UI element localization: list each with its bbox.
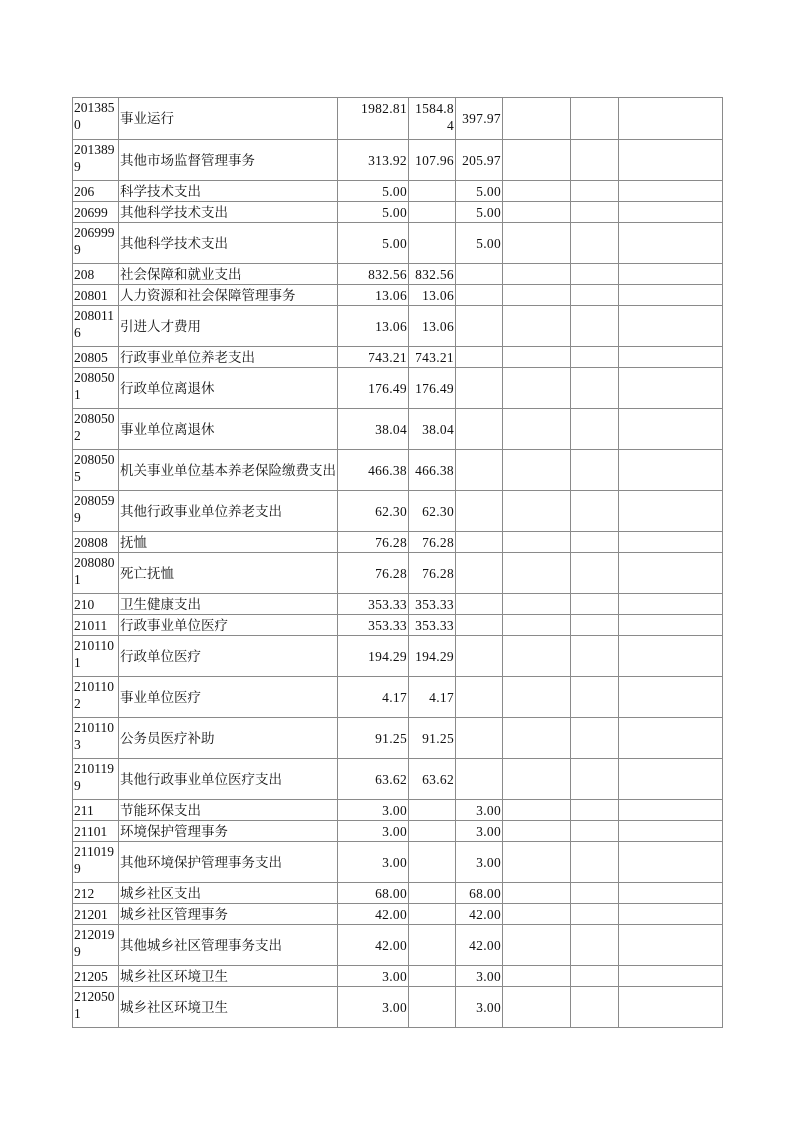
name-cell: 城乡社区环境卫生 (119, 987, 338, 1028)
basic-expenditure-cell: 13.06 (409, 285, 456, 306)
total-cell: 3.00 (338, 987, 409, 1028)
basic-expenditure-cell: 4.17 (409, 677, 456, 718)
empty-cell (571, 925, 619, 966)
code-cell: 20808 (73, 532, 119, 553)
name-cell: 城乡社区环境卫生 (119, 966, 338, 987)
basic-expenditure-cell (409, 904, 456, 925)
empty-cell (503, 140, 571, 181)
code-cell: 21011 (73, 615, 119, 636)
empty-cell (503, 842, 571, 883)
name-cell: 其他市场监督管理事务 (119, 140, 338, 181)
budget-expenditure-table (72, 97, 723, 1028)
empty-cell (571, 615, 619, 636)
table-row (73, 925, 723, 966)
project-expenditure-cell (456, 264, 503, 285)
empty-cell (503, 987, 571, 1028)
project-expenditure-cell (456, 553, 503, 594)
name-cell: 引进人才费用 (119, 306, 338, 347)
total-cell: 62.30 (338, 491, 409, 532)
basic-expenditure-cell (409, 202, 456, 223)
name-cell: 科学技术支出 (119, 181, 338, 202)
table-row (73, 450, 723, 491)
name-cell: 机关事业单位基本养老保险缴费支出 (119, 450, 338, 491)
basic-expenditure-cell (409, 821, 456, 842)
empty-cell (503, 285, 571, 306)
empty-cell (619, 285, 723, 306)
empty-cell (503, 677, 571, 718)
basic-expenditure-cell (409, 925, 456, 966)
empty-cell (571, 347, 619, 368)
total-cell: 194.29 (338, 636, 409, 677)
empty-cell (619, 140, 723, 181)
empty-cell (619, 925, 723, 966)
total-cell: 832.56 (338, 264, 409, 285)
total-cell: 76.28 (338, 553, 409, 594)
empty-cell (571, 450, 619, 491)
name-cell: 事业运行 (119, 98, 338, 140)
table-row (73, 718, 723, 759)
empty-cell (503, 202, 571, 223)
total-cell: 91.25 (338, 718, 409, 759)
project-expenditure-cell (456, 594, 503, 615)
empty-cell (619, 553, 723, 594)
empty-cell (503, 925, 571, 966)
table-row (73, 987, 723, 1028)
empty-cell (619, 181, 723, 202)
empty-cell (503, 636, 571, 677)
project-expenditure-cell: 3.00 (456, 966, 503, 987)
empty-cell (619, 450, 723, 491)
total-cell: 76.28 (338, 532, 409, 553)
project-expenditure-cell (456, 759, 503, 800)
empty-cell (571, 759, 619, 800)
project-expenditure-cell: 68.00 (456, 883, 503, 904)
basic-expenditure-cell: 1584.84 (409, 98, 456, 140)
name-cell: 行政单位医疗 (119, 636, 338, 677)
project-expenditure-cell (456, 368, 503, 409)
project-expenditure-cell (456, 532, 503, 553)
empty-cell (571, 821, 619, 842)
total-cell: 1982.81 (338, 98, 409, 140)
project-expenditure-cell (456, 718, 503, 759)
empty-cell (619, 409, 723, 450)
name-cell: 社会保障和就业支出 (119, 264, 338, 285)
empty-cell (503, 904, 571, 925)
empty-cell (619, 347, 723, 368)
project-expenditure-cell: 3.00 (456, 821, 503, 842)
code-cell: 2101102 (73, 677, 119, 718)
table-row (73, 800, 723, 821)
empty-cell (571, 140, 619, 181)
table-row (73, 677, 723, 718)
project-expenditure-cell: 5.00 (456, 181, 503, 202)
basic-expenditure-cell (409, 987, 456, 1028)
name-cell: 死亡抚恤 (119, 553, 338, 594)
empty-cell (619, 264, 723, 285)
empty-cell (503, 491, 571, 532)
name-cell: 行政单位离退休 (119, 368, 338, 409)
code-cell: 21201 (73, 904, 119, 925)
total-cell: 3.00 (338, 842, 409, 883)
table-row (73, 181, 723, 202)
empty-cell (571, 285, 619, 306)
name-cell: 其他科学技术支出 (119, 223, 338, 264)
total-cell: 3.00 (338, 800, 409, 821)
table-row (73, 904, 723, 925)
name-cell: 其他行政事业单位医疗支出 (119, 759, 338, 800)
empty-cell (571, 594, 619, 615)
code-cell: 2120199 (73, 925, 119, 966)
name-cell: 行政事业单位医疗 (119, 615, 338, 636)
table-row (73, 285, 723, 306)
empty-cell (571, 181, 619, 202)
name-cell: 城乡社区支出 (119, 883, 338, 904)
code-cell: 21205 (73, 966, 119, 987)
empty-cell (619, 904, 723, 925)
project-expenditure-cell (456, 615, 503, 636)
empty-cell (619, 759, 723, 800)
empty-cell (571, 553, 619, 594)
basic-expenditure-cell: 176.49 (409, 368, 456, 409)
empty-cell (619, 532, 723, 553)
table-row (73, 636, 723, 677)
empty-cell (571, 718, 619, 759)
name-cell: 公务员医疗补助 (119, 718, 338, 759)
empty-cell (619, 800, 723, 821)
project-expenditure-cell (456, 636, 503, 677)
table-row (73, 347, 723, 368)
empty-cell (619, 883, 723, 904)
code-cell: 2013899 (73, 140, 119, 181)
total-cell: 743.21 (338, 347, 409, 368)
empty-cell (503, 347, 571, 368)
table-row (73, 368, 723, 409)
total-cell: 13.06 (338, 306, 409, 347)
basic-expenditure-cell (409, 966, 456, 987)
empty-cell (571, 966, 619, 987)
empty-cell (571, 368, 619, 409)
code-cell: 2080501 (73, 368, 119, 409)
table-row (73, 264, 723, 285)
table-row (73, 532, 723, 553)
code-cell: 20801 (73, 285, 119, 306)
code-cell: 211 (73, 800, 119, 821)
empty-cell (503, 883, 571, 904)
table-row (73, 821, 723, 842)
empty-cell (503, 553, 571, 594)
empty-cell (503, 368, 571, 409)
project-expenditure-cell (456, 285, 503, 306)
name-cell: 节能环保支出 (119, 800, 338, 821)
project-expenditure-cell: 397.97 (456, 98, 503, 140)
table-row (73, 966, 723, 987)
empty-cell (503, 821, 571, 842)
total-cell: 353.33 (338, 615, 409, 636)
empty-cell (503, 306, 571, 347)
table-row (73, 553, 723, 594)
basic-expenditure-cell (409, 842, 456, 883)
empty-cell (571, 306, 619, 347)
empty-cell (619, 966, 723, 987)
total-cell: 3.00 (338, 966, 409, 987)
empty-cell (619, 491, 723, 532)
empty-cell (619, 718, 723, 759)
total-cell: 313.92 (338, 140, 409, 181)
empty-cell (619, 677, 723, 718)
project-expenditure-cell (456, 306, 503, 347)
code-cell: 21101 (73, 821, 119, 842)
table-row (73, 491, 723, 532)
empty-cell (619, 368, 723, 409)
name-cell: 人力资源和社会保障管理事务 (119, 285, 338, 306)
name-cell: 其他科学技术支出 (119, 202, 338, 223)
name-cell: 卫生健康支出 (119, 594, 338, 615)
name-cell: 抚恤 (119, 532, 338, 553)
empty-cell (571, 636, 619, 677)
empty-cell (619, 615, 723, 636)
total-cell: 38.04 (338, 409, 409, 450)
basic-expenditure-cell: 76.28 (409, 553, 456, 594)
table-row (73, 842, 723, 883)
code-cell: 2120501 (73, 987, 119, 1028)
total-cell: 353.33 (338, 594, 409, 615)
project-expenditure-cell (456, 677, 503, 718)
empty-cell (619, 98, 723, 140)
empty-cell (503, 759, 571, 800)
total-cell: 176.49 (338, 368, 409, 409)
code-cell: 210 (73, 594, 119, 615)
empty-cell (619, 223, 723, 264)
empty-cell (503, 181, 571, 202)
basic-expenditure-cell: 466.38 (409, 450, 456, 491)
project-expenditure-cell (456, 347, 503, 368)
code-cell: 2080599 (73, 491, 119, 532)
empty-cell (503, 98, 571, 140)
project-expenditure-cell: 5.00 (456, 202, 503, 223)
code-cell: 2101199 (73, 759, 119, 800)
empty-cell (503, 615, 571, 636)
empty-cell (503, 223, 571, 264)
table-row (73, 223, 723, 264)
project-expenditure-cell (456, 409, 503, 450)
basic-expenditure-cell: 194.29 (409, 636, 456, 677)
name-cell: 行政事业单位养老支出 (119, 347, 338, 368)
empty-cell (571, 98, 619, 140)
code-cell: 2101103 (73, 718, 119, 759)
total-cell: 13.06 (338, 285, 409, 306)
total-cell: 42.00 (338, 904, 409, 925)
code-cell: 208 (73, 264, 119, 285)
empty-cell (571, 842, 619, 883)
code-cell: 2080116 (73, 306, 119, 347)
empty-cell (571, 223, 619, 264)
total-cell: 4.17 (338, 677, 409, 718)
empty-cell (571, 409, 619, 450)
total-cell: 63.62 (338, 759, 409, 800)
code-cell: 2080801 (73, 553, 119, 594)
basic-expenditure-cell: 63.62 (409, 759, 456, 800)
total-cell: 42.00 (338, 925, 409, 966)
name-cell: 城乡社区管理事务 (119, 904, 338, 925)
table-row (73, 615, 723, 636)
basic-expenditure-cell (409, 223, 456, 264)
basic-expenditure-cell: 353.33 (409, 615, 456, 636)
basic-expenditure-cell (409, 181, 456, 202)
basic-expenditure-cell: 743.21 (409, 347, 456, 368)
name-cell: 其他环境保护管理事务支出 (119, 842, 338, 883)
empty-cell (619, 636, 723, 677)
empty-cell (571, 202, 619, 223)
empty-cell (571, 532, 619, 553)
empty-cell (619, 821, 723, 842)
code-cell: 206 (73, 181, 119, 202)
empty-cell (571, 800, 619, 821)
basic-expenditure-cell: 353.33 (409, 594, 456, 615)
code-cell: 20699 (73, 202, 119, 223)
basic-expenditure-cell (409, 883, 456, 904)
total-cell: 5.00 (338, 181, 409, 202)
empty-cell (503, 594, 571, 615)
code-cell: 2101101 (73, 636, 119, 677)
project-expenditure-cell: 42.00 (456, 904, 503, 925)
table-row (73, 140, 723, 181)
empty-cell (571, 677, 619, 718)
code-cell: 212 (73, 883, 119, 904)
table-row (73, 98, 723, 140)
basic-expenditure-cell: 91.25 (409, 718, 456, 759)
name-cell: 其他行政事业单位养老支出 (119, 491, 338, 532)
table-row (73, 594, 723, 615)
empty-cell (571, 491, 619, 532)
basic-expenditure-cell: 107.96 (409, 140, 456, 181)
basic-expenditure-cell: 38.04 (409, 409, 456, 450)
project-expenditure-cell: 205.97 (456, 140, 503, 181)
basic-expenditure-cell: 13.06 (409, 306, 456, 347)
empty-cell (503, 264, 571, 285)
code-cell: 2069999 (73, 223, 119, 264)
empty-cell (503, 450, 571, 491)
total-cell: 5.00 (338, 223, 409, 264)
code-cell: 2013850 (73, 98, 119, 140)
project-expenditure-cell: 3.00 (456, 842, 503, 883)
empty-cell (619, 306, 723, 347)
project-expenditure-cell: 3.00 (456, 800, 503, 821)
empty-cell (619, 594, 723, 615)
empty-cell (503, 966, 571, 987)
code-cell: 2110199 (73, 842, 119, 883)
name-cell: 事业单位医疗 (119, 677, 338, 718)
project-expenditure-cell: 42.00 (456, 925, 503, 966)
code-cell: 20805 (73, 347, 119, 368)
basic-expenditure-cell (409, 800, 456, 821)
total-cell: 3.00 (338, 821, 409, 842)
name-cell: 其他城乡社区管理事务支出 (119, 925, 338, 966)
empty-cell (571, 987, 619, 1028)
empty-cell (571, 264, 619, 285)
code-cell: 2080502 (73, 409, 119, 450)
total-cell: 466.38 (338, 450, 409, 491)
basic-expenditure-cell: 76.28 (409, 532, 456, 553)
table-row (73, 759, 723, 800)
table-row (73, 409, 723, 450)
project-expenditure-cell: 5.00 (456, 223, 503, 264)
table-row (73, 202, 723, 223)
empty-cell (619, 842, 723, 883)
total-cell: 68.00 (338, 883, 409, 904)
empty-cell (503, 718, 571, 759)
name-cell: 环境保护管理事务 (119, 821, 338, 842)
name-cell: 事业单位离退休 (119, 409, 338, 450)
empty-cell (571, 904, 619, 925)
project-expenditure-cell: 3.00 (456, 987, 503, 1028)
empty-cell (503, 532, 571, 553)
empty-cell (503, 800, 571, 821)
table-row (73, 883, 723, 904)
empty-cell (571, 883, 619, 904)
empty-cell (619, 202, 723, 223)
basic-expenditure-cell: 832.56 (409, 264, 456, 285)
project-expenditure-cell (456, 450, 503, 491)
code-cell: 2080505 (73, 450, 119, 491)
empty-cell (619, 987, 723, 1028)
empty-cell (503, 409, 571, 450)
total-cell: 5.00 (338, 202, 409, 223)
basic-expenditure-cell: 62.30 (409, 491, 456, 532)
table-row (73, 306, 723, 347)
project-expenditure-cell (456, 491, 503, 532)
